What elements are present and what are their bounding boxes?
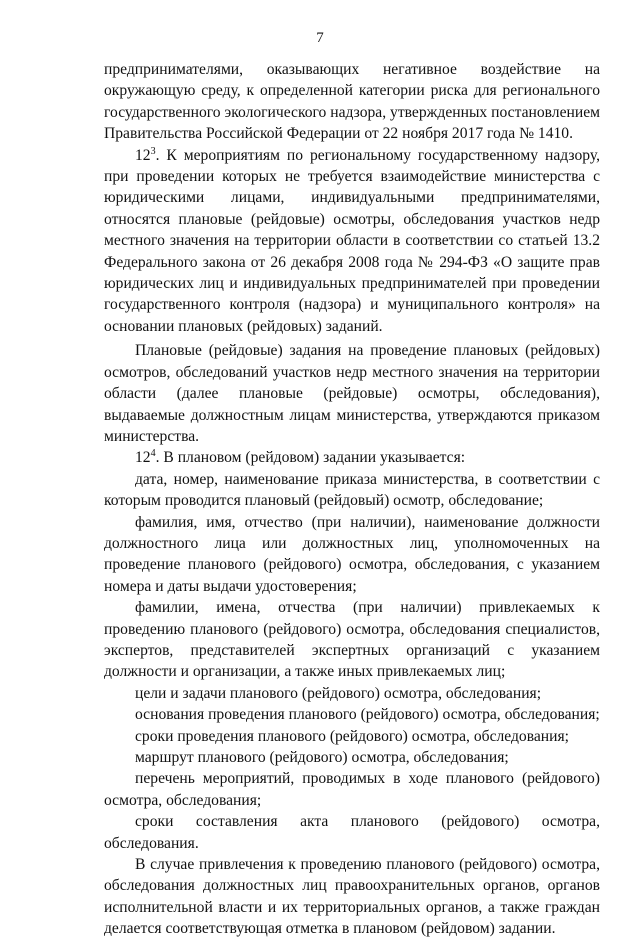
list-item-goals: цели и задачи планового (рейдового) осмотра, обследования;	[135, 684, 542, 702]
paragraph-continuation: предпринимателями, оказывающих негативное воздействие на окружающую среду, к определенной категории риска для регионального государственного экологического надзора, утвержденных постановлением Правительства Российской Федерации от 22 ноября 2017 года № 1410.	[104, 61, 600, 143]
page-number: 7	[316, 30, 324, 46]
list-item-route: маршрут планового (рейдового) осмотра, обследования;	[135, 749, 509, 766]
paragraph-planned-raids: Плановые (рейдовые) задания на проведение плановых (рейдовых) осмотров, обследований участков недр местного значения на территории области (далее плановые (рейдовые) осмотры, обследования), выдаваемые должностным лицам министерства, утверждаются приказом министерства.	[104, 342, 600, 445]
item-number: 12	[135, 146, 151, 164]
list-item-terms: сроки проведения планового (рейдового) осмотра, обследования;	[135, 727, 569, 745]
paragraph-12-3	[104, 145, 600, 338]
list-item-official-name: фамилия, имя, отчество (при наличии), наименование должности должностного лица или должностных лиц, уполномоченных на проведение планового (рейдового) осмотра, обследования, с указанием номера и даты выдачи удостоверения;	[104, 513, 600, 595]
item-number: 12	[135, 449, 151, 467]
list-item-activities: перечень мероприятий, проводимых в ходе планового (рейдового) осмотра, обследования;	[104, 770, 600, 809]
list-item-order-details: дата, номер, наименование приказа министерства, в соответствии с которым проводится плановый (рейдовый) осмотр, обследование;	[104, 470, 600, 510]
paragraph-law-enforcement: В случае привлечения к проведению планового (рейдового) осмотра, обследования должностных лиц правоохранительных органов, органов исполнительной власти и их территориальных органов, а также граждан делается соответствующая отметка в плановом (рейдовом) задании.	[104, 856, 600, 938]
item-number-superscript: 4	[150, 448, 156, 460]
paragraph-text: . К мероприятиям по региональному государственному надзору, при проведении которых не требуется взаимодействие министерства с юридическими лицами, индивидуальными предпринимателями, относятся плановые (рейдовые) осмотры, обследования участков недр местного значения на территории области в соответствии со статьей 13.2 Федерального закона от 26 декабря 2008 года № 294-ФЗ «О защите прав юридических лиц и индивидуальных предпринимателей при проведении государственного контроля (надзора) и муниципального контроля» на основании плановых (рейдовых) заданий.	[104, 146, 600, 335]
document-body	[104, 59, 600, 940]
list-item-experts: фамилии, имена, отчества (при наличии) привлекаемых к проведению планового (рейдового) осмотра, обследования специалистов, экспертов, представителей экспертных организаций с указанием должности и организации, а также иных привлекаемых лиц;	[104, 599, 600, 681]
item-number-superscript: 3	[150, 145, 156, 157]
paragraph-12-4	[104, 447, 600, 468]
paragraph-text: . В плановом (рейдовом) задании указывается:	[155, 449, 466, 467]
list-item-act-terms: сроки составления акта планового (рейдового) осмотра, обследования.	[104, 813, 600, 852]
list-item-grounds: основания проведения планового (рейдового) осмотра, обследования;	[135, 706, 600, 724]
